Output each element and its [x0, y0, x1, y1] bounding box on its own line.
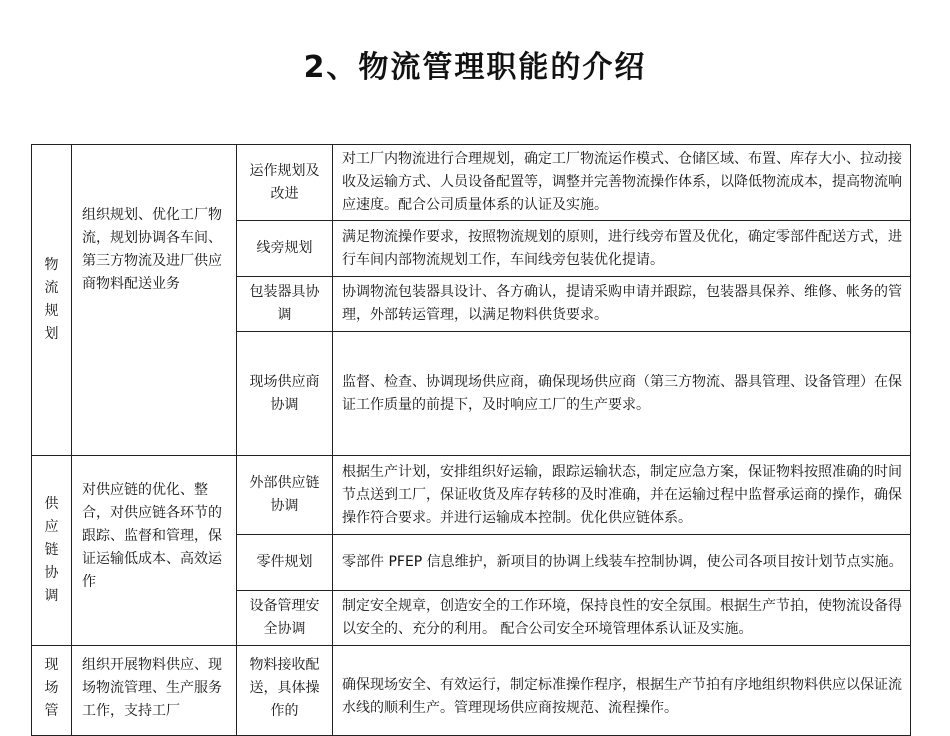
description-text: 制定安全规章，创造安全的工作环境，保持良性的安全氛围。根据生产节拍，使物流设备得以安全的、充分的利用。 配合公司安全环境管理体系认证及实施。 — [342, 598, 902, 637]
description-text: 满足物流操作要求，按照物流规划的原则，进行线旁布置及优化，确定零部件配送方式，进行车间内部物流规划工作，车间线旁包装优化提请。 — [342, 228, 902, 268]
description-cell — [333, 535, 911, 591]
category-label: 供应链协调 — [44, 496, 59, 604]
function-cell — [237, 277, 333, 332]
description-cell — [333, 646, 911, 736]
scope-text: 对供应链的优化、整合，对供应链各环节的跟踪、监督和管理，保证运输低成本、高效运作 — [82, 482, 222, 590]
description-text: 对工厂内物流进行合理规划，确定工厂物流运作模式、仓储区域、布置、库存大小、拉动接收及运输方式、人员设备配置等，调整并完善物流操作体系，以降低物流成本，提高物流响应速度。配合公司质量体系的认证及实施。 — [342, 151, 902, 213]
table-row — [32, 646, 911, 736]
description-cell — [333, 456, 911, 535]
function-label: 线旁规划 — [256, 240, 313, 256]
description-text: 协调物流包装器具设计、各方确认，提请采购申请并跟踪，包装器具保养、维修、帐务的管理，外部转运管理，以满足物料供货要求。 — [342, 284, 902, 323]
function-label: 外部供应链协调 — [249, 475, 320, 514]
description-cell — [333, 277, 911, 332]
function-label: 设备管理安全协调 — [249, 598, 320, 637]
function-label: 零件规划 — [256, 554, 313, 570]
page-title: 2、物流管理职能的介绍 — [303, 50, 647, 85]
function-cell — [237, 332, 333, 456]
function-cell — [237, 535, 333, 591]
scope-text: 组织规划、优化工厂物流，规划协调各车间、第三方物流及进厂供应商物料配送业务 — [82, 207, 222, 292]
description-text: 根据生产计划，安排组织好运输，跟踪运输状态，制定应急方案，保证物料按照准确的时间节点送到工厂，保证收货及库存转移的及时准确，并在运输过程中监督承运商的操作，确保操作符合要求。并进行运输成本控制。优化供应链体系。 — [342, 463, 902, 526]
function-cell — [237, 221, 333, 277]
description-cell — [333, 332, 911, 456]
description-cell — [333, 145, 911, 221]
function-cell — [237, 646, 333, 736]
table-row — [32, 145, 911, 221]
category-cell — [32, 456, 72, 646]
scope-cell — [72, 456, 237, 646]
category-label: 现场管 — [44, 657, 59, 719]
scope-cell — [72, 145, 237, 456]
function-label: 包装器具协调 — [249, 284, 320, 323]
function-label: 物料接收配送，具体操作的 — [249, 657, 320, 719]
description-cell — [333, 221, 911, 277]
function-cell — [237, 456, 333, 535]
scope-cell — [72, 646, 237, 736]
description-text: 零部件 PFEP 信息维护，新项目的协调上线装车控制协调，使公司各项目按计划节点实施。 — [342, 554, 903, 570]
function-label: 现场供应商协调 — [249, 373, 320, 413]
function-cell — [237, 145, 333, 221]
function-cell — [237, 591, 333, 646]
function-label: 运作规划及改进 — [249, 162, 320, 202]
description-text: 确保现场安全、有效运行，制定标准操作程序，根据生产节拍有序地组织物料供应以保证流水线的顺利生产。管理现场供应商按规范、流程操作。 — [342, 677, 902, 716]
description-cell — [333, 591, 911, 646]
category-label: 物流规划 — [44, 257, 59, 342]
logistics-functions-table — [31, 144, 911, 736]
category-cell — [32, 646, 72, 736]
scope-text: 组织开展物料供应、现场物流管理、生产服务工作，支持工厂 — [82, 657, 222, 719]
description-text: 监督、检查、协调现场供应商，确保现场供应商（第三方物流、器具管理、设备管理）在保证工作质量的前提下，及时响应工厂的生产要求。 — [342, 373, 902, 413]
table-row — [32, 456, 911, 535]
category-cell — [32, 145, 72, 456]
